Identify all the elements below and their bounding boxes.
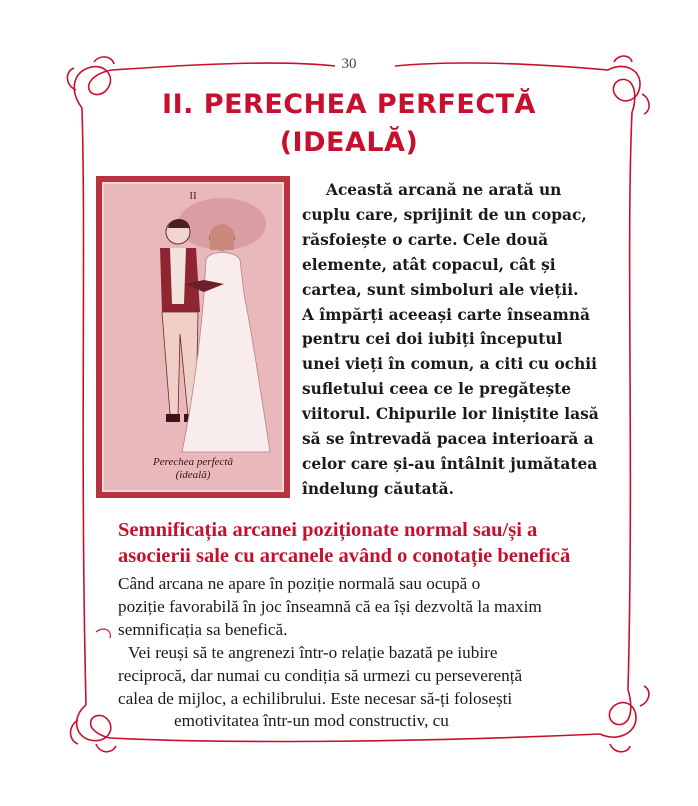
intro-line: răsfoiește o carte. Cele două — [302, 230, 549, 249]
body-line: semnificația sa benefică. — [118, 619, 288, 639]
body-line: reciprocă, dar numai cu condiția să urmezi cu perseverență — [118, 665, 523, 685]
intro-line: pentru cei doi iubiți începutul — [302, 330, 563, 349]
intro-line: viitorul. Chipurile lor liniștite lasă — [302, 405, 599, 424]
section-heading-line1: Semnificația arcanei poziționate normal sau/și a — [118, 519, 538, 541]
intro-line: celor care și-au întâlnit jumătatea — [302, 454, 598, 473]
chapter-title — [0, 86, 698, 162]
card-caption-line2: (ideală) — [175, 469, 211, 481]
card-caption-line1: Perechea perfectă — [153, 456, 233, 468]
intro-line: cuplu care, sprijinit de un copac, — [302, 205, 587, 224]
couple-illustration — [104, 184, 282, 490]
body-line: calea de mijloc, a echilibrului. Este necesar să-ți folosești — [118, 688, 513, 708]
intro-line: unei vieți în comun, a citi cu ochii — [302, 355, 597, 374]
body-line: emotivitatea într-un mod constructiv, cu — [174, 711, 449, 731]
page-number: 30 — [341, 56, 357, 72]
section-heading — [118, 517, 658, 569]
card-number: II — [189, 190, 197, 202]
body-paragraph — [118, 573, 646, 733]
intro-line: să se întrevadă pacea interioară a — [302, 430, 594, 449]
intro-paragraph — [302, 178, 642, 502]
card-caption — [104, 456, 282, 482]
intro-line: Această arcană ne arată un — [326, 181, 562, 199]
intro-line: elemente, atât copacul, cât și — [302, 255, 556, 274]
chapter-title-line1: II. PERECHEA PERFECTĂ — [162, 89, 536, 120]
body-line: Vei reuși să te angrenezi într-o relație bazată pe iubire — [128, 642, 498, 662]
body-line: poziție favorabilă în joc înseamnă că ea își dezvoltă la maxim — [118, 596, 542, 616]
intro-line: cartea, sunt simboluri ale vieții. — [302, 280, 579, 299]
tarot-card-image — [96, 176, 290, 498]
chapter-title-line2: (IDEALĂ) — [279, 127, 419, 158]
intro-line: sufletului ceea ce le pregătește — [302, 380, 572, 399]
section-heading-line2: asocierii sale cu arcanele având o conotație benefică — [118, 545, 571, 567]
body-line: Când arcana ne apare în poziție normală sau ocupă o — [118, 574, 481, 593]
intro-line: îndelung căutată. — [302, 479, 454, 498]
intro-line: A împărți aceeași carte înseamnă — [302, 305, 590, 324]
